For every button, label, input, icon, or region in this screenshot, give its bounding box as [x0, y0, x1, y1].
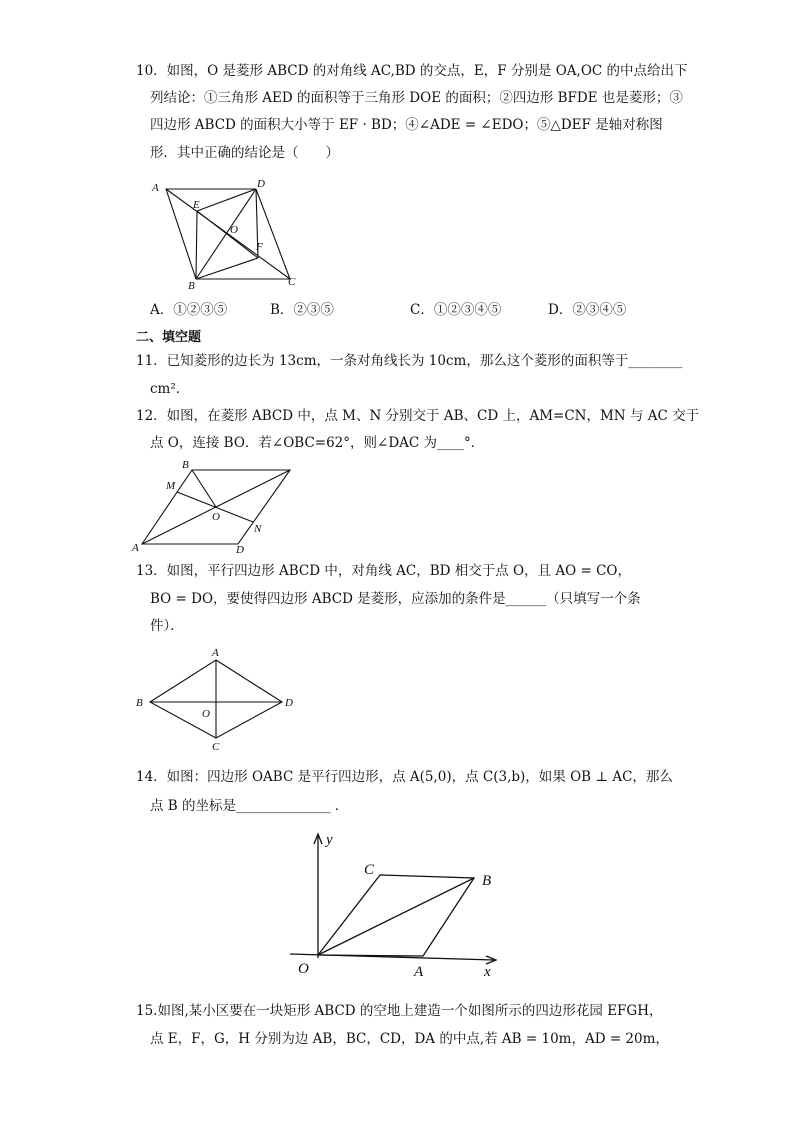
- q10-line-3: 四边形 ABCD 的面积大小等于 EF · BD；④∠ADE = ∠EDO；⑤△DEF 是轴对称图: [150, 117, 663, 133]
- q13-line-3: 件）．: [150, 618, 184, 634]
- q10-label-c: C: [288, 276, 296, 288]
- q10-line-1: 10．如图，O 是菱形 ABCD 的对角线 AC,BD 的交点，E，F 分别是 OA,OC 的中点给出下: [136, 63, 688, 79]
- q12-label-b: B: [182, 459, 189, 471]
- q11-line-1: 11．已知菱形的边长为 13cm，一条对角线长为 10cm，那么这个菱形的面积等于________: [136, 353, 683, 369]
- q12-label-a: A: [132, 542, 139, 554]
- q12-figure-rhombus: [130, 456, 300, 556]
- q14-label-b: B: [482, 873, 492, 889]
- q13-line-1: 13．如图，平行四边形 ABCD 中，对角线 AC，BD 相交于点 O，且 AO = CO，: [136, 563, 631, 579]
- q10-label-a: A: [152, 182, 159, 194]
- q10-label-o: O: [230, 224, 238, 236]
- q14-line-2: 点 B 的坐标是______________ ．: [150, 798, 349, 814]
- q13-label-b: B: [136, 697, 143, 709]
- q12-label-d: D: [236, 544, 244, 556]
- q13-label-a: A: [212, 647, 219, 659]
- q14-label-x: x: [484, 964, 491, 980]
- q10-label-e: E: [193, 199, 200, 211]
- q10-line-4: 形．其中正确的结论是（ ）: [150, 145, 339, 161]
- q14-label-o: O: [298, 961, 309, 977]
- q14-line-1: 14．如图：四边形 OABC 是平行四边形，点 A(5,0)，点 C(3,b)，如果 OB ⊥ AC，那么: [136, 769, 673, 785]
- q13-label-c: C: [212, 741, 220, 753]
- q10-label-f: F: [256, 241, 263, 253]
- q13-figure-rhombus: [134, 644, 304, 754]
- q12-label-m: M: [166, 480, 176, 492]
- q13-label-d: D: [285, 697, 293, 709]
- q14-figure-coordinate-plane: [282, 828, 512, 988]
- q12-label-o: O: [212, 511, 220, 523]
- q12-label-n: N: [254, 523, 262, 535]
- q10-label-b: B: [188, 280, 195, 292]
- q14-label-a: A: [414, 964, 424, 980]
- q15-line-1: 15.如图,某小区要在一块矩形 ABCD 的空地上建造一个如图所示的四边形花园 EFGH，: [136, 1003, 663, 1019]
- q14-label-c: C: [364, 862, 375, 878]
- q11-line-2: cm²．: [150, 381, 190, 397]
- q13-line-2: BO = DO，要使得四边形 ABCD 是菱形，应添加的条件是______（只填写一个条: [150, 591, 641, 607]
- section-title-fill-in: 二、填空题: [136, 330, 202, 345]
- q14-label-y: y: [326, 832, 333, 848]
- q10-option-b[interactable]: B．②③⑤: [270, 302, 334, 318]
- q10-option-a[interactable]: A．①②③⑤: [150, 302, 228, 318]
- q10-figure-rhombus: [150, 176, 310, 294]
- q10-option-c[interactable]: C．①②③④⑤: [410, 302, 502, 318]
- q13-label-o: O: [202, 708, 210, 720]
- q12-line-1: 12．如图，在菱形 ABCD 中，点 M、N 分别交于 AB、CD 上，AM=CN，MN 与 AC 交于: [136, 408, 700, 424]
- q10-line-2: 列结论：①三角形 AED 的面积等于三角形 DOE 的面积；②四边形 BFDE 也是菱形；③: [150, 90, 683, 106]
- q10-label-d: D: [257, 178, 265, 190]
- q12-line-2: 点 O，连接 BO．若∠OBC=62°，则∠DAC 为____°．: [150, 435, 485, 451]
- q10-option-d[interactable]: D．②③④⑤: [548, 302, 627, 318]
- q15-line-2: 点 E，F，G，H 分别为边 AB，BC，CD，DA 的中点,若 AB = 10m，AD = 20m，: [150, 1031, 669, 1047]
